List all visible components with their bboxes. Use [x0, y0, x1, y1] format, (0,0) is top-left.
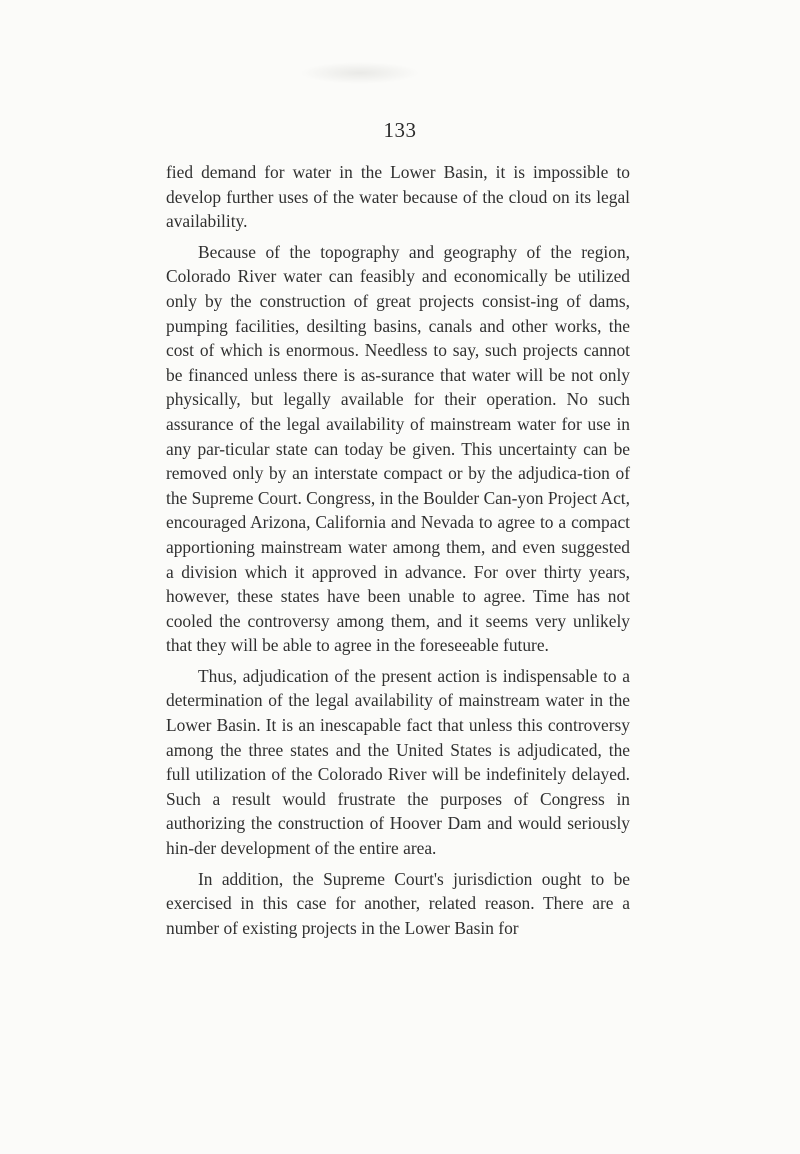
paragraph-4: In addition, the Supreme Court's jurisdiction ought to be exercised in this case for another, related reason. There are a number of existing projects in the Lower Basin for: [166, 868, 630, 938]
bleed-through-mark: [300, 62, 420, 84]
page-number: 133: [383, 118, 417, 142]
paragraph-1: fied demand for water in the Lower Basin, it is impossible to develop further uses of the water because of the cloud on its legal availability.: [166, 162, 630, 232]
paragraph-3: Thus, adjudication of the present action is indispensable to a determination of the legal availability of mainstream water in the Lower Basin. It is an inescapable fact that unless this controversy among the three states and the United States is adjudicated, the full utilization of the Colorado River will be indefinitely delayed. Such a result would frustrate the purposes of Congress in authorizing the construction of Hoover Dam and would seriously hin-der development of the entire area.: [166, 665, 630, 859]
body-text: [166, 160, 630, 946]
paragraph-2: Because of the topography and geography of the region, Colorado River water can feasibly and economically be utilized only by the construction of great projects consist-ing of dams, pumping facilities, desilting basins, canals and other works, the cost of which is enormous. Needless to say, such projects cannot be financed unless there is as-surance that water will be not only physically, but legally available for their operation. No such assurance of the legal availability of mainstream water for use in any par-ticular state can today be given. This uncertainty can be removed only by an interstate compact or by the adjudica-tion of the Supreme Court. Congress, in the Boulder Can-yon Project Act, encouraged Arizona, California and Nevada to agree to a compact apportioning mainstream water among them, and even suggested a division which it approved in advance. For over thirty years, however, these states have been unable to agree. Time has not cooled the controversy among them, and it seems very unlikely that they will be able to agree in the foreseeable future.: [166, 241, 630, 656]
